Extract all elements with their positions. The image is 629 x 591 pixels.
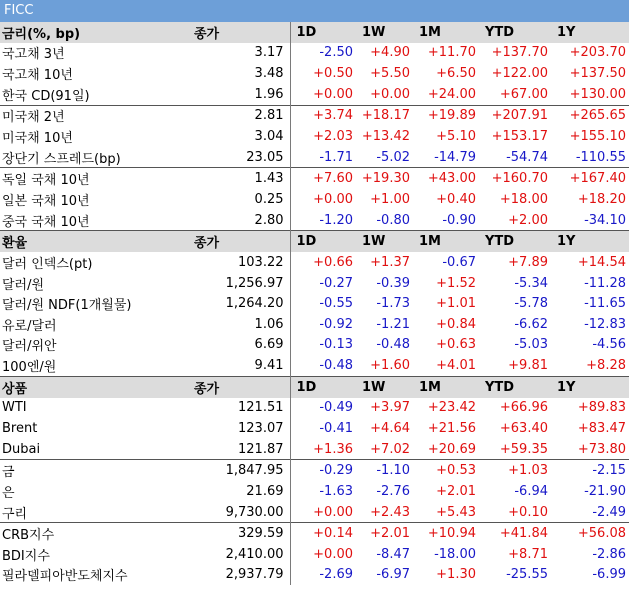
change-value: +3.74 [290,105,356,126]
change-value: -2.49 [592,504,626,520]
change-value: +19.30 [356,168,413,189]
change-value: +24.00 [427,86,476,102]
table-row [0,544,629,565]
change-value: +0.50 [313,66,353,82]
change-value: -0.92 [319,316,353,332]
section-header [0,376,629,397]
change-value: -2.86 [592,546,626,562]
change-value: +1.30 [436,567,476,583]
change-value: +4.90 [370,45,410,61]
change-value: -1.20 [319,212,353,228]
change-value: +41.84 [479,523,551,544]
row-name: 일본 국채 10년 [2,193,90,209]
change-value: +0.14 [290,523,356,544]
change-value: -1.63 [319,483,353,499]
change-value: +20.69 [427,441,476,457]
table-row [0,502,629,523]
row-name: WTI [2,400,27,416]
ficc-table [0,22,629,585]
table-row [0,418,629,439]
change-value: -6.94 [514,483,548,499]
change-value: +137.50 [569,66,626,82]
close-value: 1,256.97 [192,273,290,294]
row-name: Dubai [2,441,41,457]
close-value: 3.17 [192,43,290,64]
close-value: 1.96 [192,84,290,105]
change-value: -1.73 [376,296,410,312]
close-value: 121.87 [192,439,290,460]
change-value: -2.69 [319,567,353,583]
period-header: YTD [479,22,551,43]
row-name: BDI지수 [2,548,50,564]
close-header: 종가 [192,231,290,252]
close-value: 23.05 [192,147,290,168]
change-value: +2.03 [313,129,353,145]
close-value: 1,847.95 [192,460,290,481]
row-name: 독일 국채 10년 [0,168,192,189]
change-value: -5.02 [376,149,410,165]
change-value: -0.55 [319,296,353,312]
close-value: 1.43 [192,168,290,189]
change-value: +59.35 [499,441,548,457]
change-value: +8.71 [508,546,548,562]
period-header: 1Y [551,376,629,397]
change-value: -34.10 [584,212,626,228]
change-value: +4.64 [370,420,410,436]
change-value: +1.37 [370,254,410,270]
change-value: +1.01 [436,296,476,312]
period-header: 1Y [551,231,629,252]
change-value: +1.60 [370,358,410,374]
change-value: +0.84 [436,316,476,332]
change-value: +7.02 [370,441,410,457]
change-value: +0.63 [436,337,476,353]
period-header: 1M [413,231,479,252]
period-header: 1M [413,22,479,43]
row-name: Brent [2,420,38,436]
change-value: -6.97 [376,567,410,583]
table-row [0,126,629,147]
close-value: 1,264.20 [192,293,290,314]
change-value: +19.89 [413,105,479,126]
table-row [0,63,629,84]
row-name: 국고채 10년 [2,68,73,84]
table-row [0,43,629,64]
change-value: +18.17 [356,105,413,126]
close-value: 121.51 [192,398,290,419]
panel-title: FICC [0,0,629,22]
close-value: 123.07 [192,418,290,439]
period-header: 1D [290,376,356,397]
close-value: 2.80 [192,210,290,231]
change-value: +122.00 [491,66,548,82]
table-row [0,439,629,460]
change-value: -6.99 [592,567,626,583]
change-value: +137.70 [491,45,548,61]
row-name: 유로/달러 [2,318,57,334]
change-value: -0.48 [319,358,353,374]
change-value: -0.29 [290,460,356,481]
change-value: +0.00 [313,546,353,562]
table-row [0,460,629,481]
table-row [0,523,629,544]
change-value: +21.56 [427,420,476,436]
change-value: +73.80 [577,441,626,457]
close-value: 21.69 [192,481,290,502]
change-value: -0.80 [376,212,410,228]
close-value: 1.06 [192,314,290,335]
row-name: 금 [0,460,192,481]
change-value: +0.00 [313,191,353,207]
change-value: +130.00 [569,86,626,102]
change-value: -11.65 [584,296,626,312]
change-value: +0.00 [313,504,353,520]
change-value: -2.50 [319,45,353,61]
change-value: -2.76 [376,483,410,499]
change-value: -1.21 [376,316,410,332]
change-value: +2.01 [436,483,476,499]
change-value: -5.03 [514,337,548,353]
change-value: +14.54 [577,254,626,270]
close-value: 103.22 [192,252,290,273]
close-value: 2.81 [192,105,290,126]
change-value: +6.50 [436,66,476,82]
close-value: 3.04 [192,126,290,147]
close-value: 9,730.00 [192,502,290,523]
change-value: +203.70 [569,45,626,61]
change-value: +0.10 [508,504,548,520]
table-row [0,252,629,273]
change-value: +5.43 [436,504,476,520]
table-row [0,84,629,105]
change-value: -5.34 [514,275,548,291]
change-value: -6.62 [514,316,548,332]
row-name: 은 [2,485,15,501]
change-value: +83.47 [577,420,626,436]
change-value: -8.47 [376,546,410,562]
table-row [0,565,629,586]
change-value: -0.41 [319,420,353,436]
period-header: 1W [356,231,413,252]
change-value: +8.28 [586,358,626,374]
row-name: 달러/위안 [2,339,57,355]
change-value: +2.01 [356,523,413,544]
change-value: -54.74 [506,149,548,165]
close-value: 9.41 [192,355,290,376]
change-value: -11.28 [584,275,626,291]
row-name: 달러/원 [2,277,45,293]
change-value: +67.00 [499,86,548,102]
close-value: 3.48 [192,63,290,84]
change-value: -25.55 [506,567,548,583]
close-value: 2,410.00 [192,544,290,565]
row-name: 미국채 2년 [0,105,192,126]
change-value: -0.90 [442,212,476,228]
section-name: 금리(%, bp) [0,22,192,43]
change-value: +23.42 [427,400,476,416]
change-value: +56.08 [551,523,629,544]
change-value: +11.70 [427,45,476,61]
change-value: +155.10 [569,129,626,145]
change-value: -14.79 [434,149,476,165]
period-header: 1D [290,22,356,43]
change-value: -2.15 [551,460,629,481]
close-value: 6.69 [192,335,290,356]
close-value: 0.25 [192,189,290,210]
row-name: CRB지수 [0,523,192,544]
period-header: YTD [479,376,551,397]
change-value: +9.81 [508,358,548,374]
row-name: 미국채 10년 [2,131,73,147]
change-value: +3.97 [370,400,410,416]
table-row [0,293,629,314]
change-value: -12.83 [584,316,626,332]
change-value: +160.70 [479,168,551,189]
change-value: -0.39 [376,275,410,291]
change-value: +2.00 [508,212,548,228]
change-value: +2.43 [370,504,410,520]
change-value: +89.83 [577,400,626,416]
table-row [0,168,629,189]
close-value: 2,937.79 [192,565,290,586]
change-value: -0.67 [442,254,476,270]
period-header: 1D [290,231,356,252]
row-name: 필라델피아반도체지수 [2,569,128,585]
table-row [0,355,629,376]
change-value: +66.96 [499,400,548,416]
section-header [0,22,629,43]
period-header: 1W [356,22,413,43]
table-row [0,314,629,335]
change-value: +0.00 [313,86,353,102]
change-value: +265.65 [551,105,629,126]
change-value: +18.20 [577,191,626,207]
period-header: 1W [356,376,413,397]
row-name: 100엔/원 [2,360,57,376]
change-value: -0.27 [319,275,353,291]
table-row [0,398,629,419]
change-value: -0.13 [319,337,353,353]
close-header: 종가 [192,22,290,43]
period-header: YTD [479,231,551,252]
change-value: +18.00 [499,191,548,207]
change-value: -0.48 [376,337,410,353]
change-value: +1.36 [313,441,353,457]
table-row [0,210,629,231]
period-header: 1M [413,376,479,397]
change-value: +167.40 [551,168,629,189]
table-row [0,189,629,210]
row-name: 중국 국채 10년 [2,214,90,230]
change-value: -21.90 [584,483,626,499]
change-value: +1.00 [370,191,410,207]
period-header: 1Y [551,22,629,43]
change-value: +63.40 [499,420,548,436]
close-value: 329.59 [192,523,290,544]
change-value: -110.55 [575,149,626,165]
change-value: +0.40 [436,191,476,207]
change-value: +5.10 [436,129,476,145]
row-name: 국고채 3년 [2,47,65,63]
section-header [0,231,629,252]
change-value: +0.66 [313,254,353,270]
change-value: -4.56 [592,337,626,353]
change-value: -5.78 [514,296,548,312]
change-value: +10.94 [413,523,479,544]
change-value: -0.49 [319,400,353,416]
change-value: +43.00 [413,168,479,189]
change-value: +13.42 [361,129,410,145]
section-name: 환율 [0,231,192,252]
change-value: +1.03 [479,460,551,481]
change-value: +0.00 [370,86,410,102]
table-row [0,273,629,294]
change-value: +7.60 [290,168,356,189]
table-row [0,481,629,502]
section-name: 상품 [0,376,192,397]
row-name: 구리 [2,506,28,522]
table-row [0,335,629,356]
change-value: +5.50 [370,66,410,82]
change-value: +4.01 [436,358,476,374]
row-name: 달러/원 NDF(1개월물) [2,298,132,314]
row-name: 한국 CD(91일) [2,88,90,104]
row-name: 달러 인덱스(pt) [2,256,93,272]
change-value: +0.53 [413,460,479,481]
change-value: +153.17 [491,129,548,145]
change-value: -1.71 [319,149,353,165]
change-value: -1.10 [356,460,413,481]
table-row [0,147,629,168]
close-header: 종가 [192,376,290,397]
table-row [0,105,629,126]
change-value: +7.89 [508,254,548,270]
row-name: 장단기 스프레드(bp) [2,151,121,167]
change-value: +207.91 [479,105,551,126]
change-value: +1.52 [436,275,476,291]
change-value: -18.00 [434,546,476,562]
